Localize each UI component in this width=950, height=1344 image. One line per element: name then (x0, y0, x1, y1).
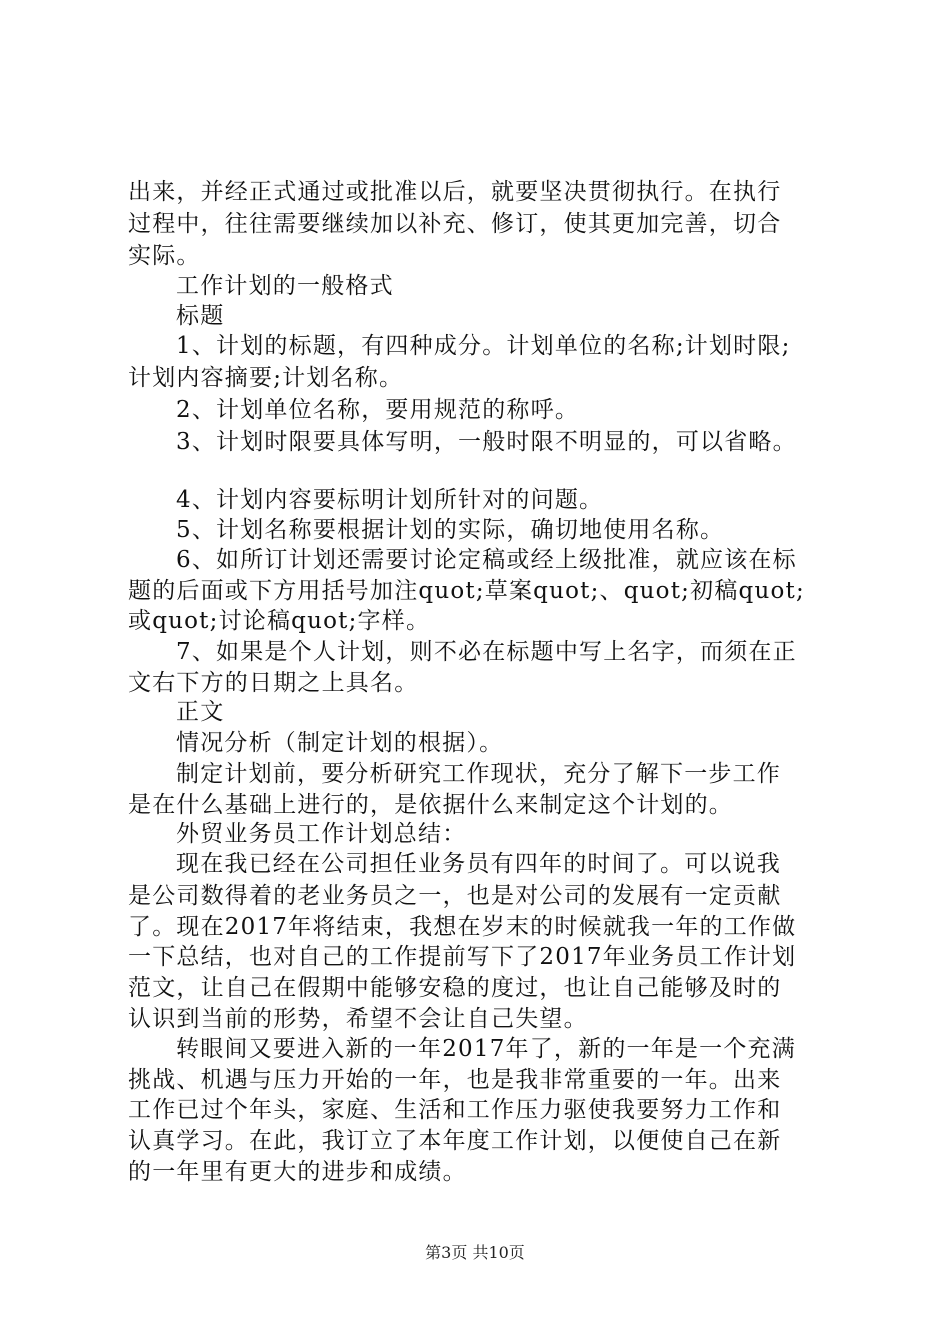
page-number-footer: 第3页 共10页 (425, 1243, 525, 1262)
paragraph-line: 制定计划前，要分析研究工作现状，充分了解下一步工作 (176, 761, 781, 787)
section-heading: 正文 (176, 699, 225, 725)
section-heading: 标题 (176, 303, 225, 329)
paragraph-line: 计划内容摘要;计划名称。 (128, 365, 404, 391)
paragraph-line: 实际。 (128, 243, 201, 269)
paragraph-line: 挑战、机遇与压力开始的一年，也是我非常重要的一年。出来 (128, 1067, 782, 1093)
paragraph-line: 是在什么基础上进行的，是依据什么来制定这个计划的。 (128, 792, 733, 818)
paragraph-line: 3、计划时限要具体写明，一般时限不明显的，可以省略。 (176, 429, 797, 455)
paragraph-line: 认识到当前的形势，希望不会让自己失望。 (128, 1006, 588, 1032)
paragraph-line: 或quot;讨论稿quot;字样。 (128, 608, 431, 634)
paragraph-line: 7、如果是个人计划，则不必在标题中写上名字，而须在正 (176, 639, 797, 665)
paragraph-line: 题的后面或下方用括号加注quot;草案quot;、quot;初稿quot; (128, 578, 805, 604)
paragraph-line: 的一年里有更大的进步和成绩。 (128, 1159, 467, 1185)
paragraph-line: 了。现在2017年将结束，我想在岁末的时候就我一年的工作做 (128, 914, 797, 940)
paragraph-line: 文右下方的日期之上具名。 (128, 670, 419, 696)
section-heading: 外贸业务员工作计划总结： (176, 821, 467, 847)
paragraph-line: 范文，让自己在假期中能够安稳的度过，也让自己能够及时的 (128, 975, 782, 1001)
paragraph-line: 1、计划的标题，有四种成分。计划单位的名称;计划时限; (176, 333, 791, 359)
paragraph-line: 现在我已经在公司担任业务员有四年的时间了。可以说我 (176, 851, 781, 877)
section-heading: 情况分析（制定计划的根据）。 (176, 730, 504, 756)
paragraph-line: 是公司数得着的老业务员之一，也是对公司的发展有一定贡献 (128, 883, 782, 909)
section-heading: 工作计划的一般格式 (176, 273, 394, 299)
paragraph-line: 工作已过个年头，家庭、生活和工作压力驱使我要努力工作和 (128, 1097, 782, 1123)
paragraph-line: 转眼间又要进入新的一年2017年了，新的一年是一个充满 (176, 1036, 796, 1062)
paragraph-line: 5、计划名称要根据计划的实际，确切地使用名称。 (176, 517, 725, 543)
paragraph-line: 6、如所订计划还需要讨论定稿或经上级批准，就应该在标 (176, 547, 797, 573)
paragraph-line: 4、计划内容要标明计划所针对的问题。 (176, 487, 604, 513)
paragraph-line: 出来，并经正式通过或批准以后，就要坚决贯彻执行。在执行 (128, 179, 782, 205)
paragraph-line: 过程中，往往需要继续加以补充、修订，使其更加完善，切合 (128, 211, 782, 237)
paragraph-line: 一下总结，也对自己的工作提前写下了2017年业务员工作计划 (128, 944, 797, 970)
paragraph-line: 2、计划单位名称，要用规范的称呼。 (176, 397, 580, 423)
paragraph-line: 认真学习。在此，我订立了本年度工作计划，以便使自己在新 (128, 1128, 782, 1154)
